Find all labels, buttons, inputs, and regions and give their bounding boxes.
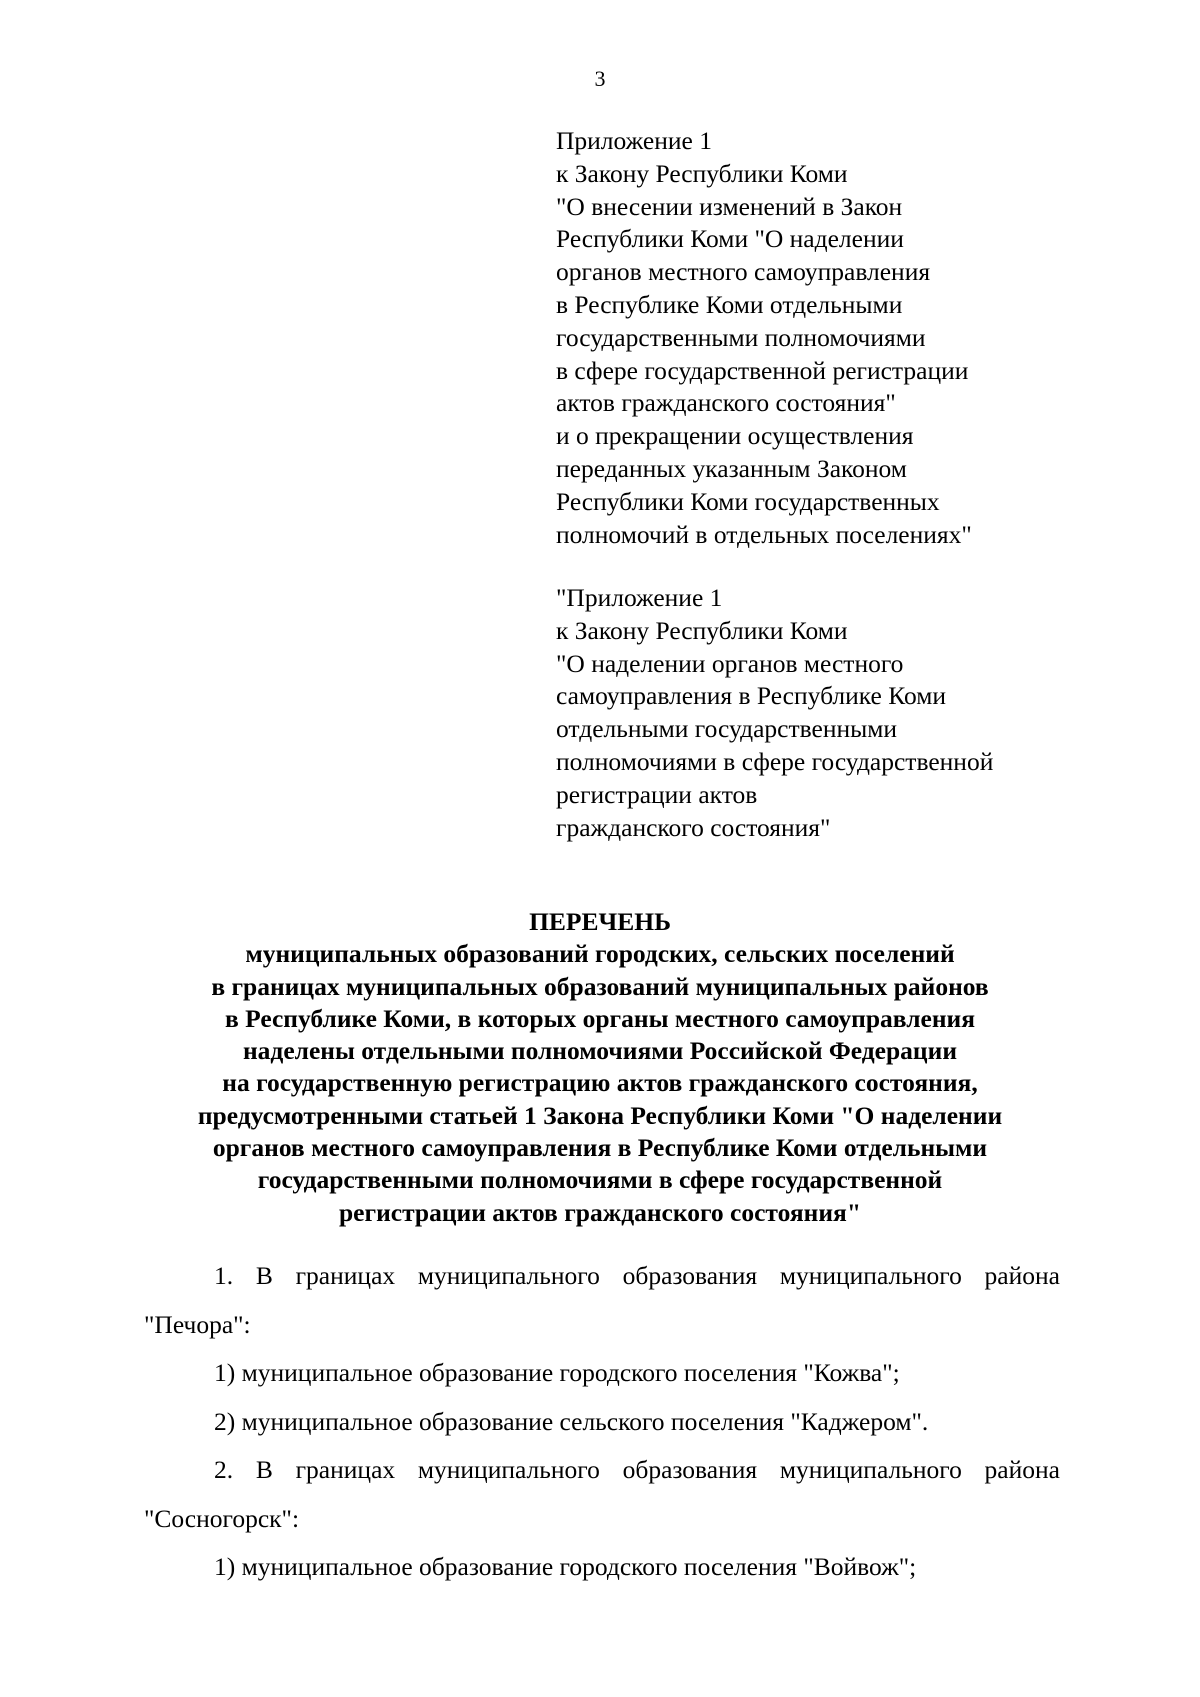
- appendix-header-line: к Закону Республики Коми: [556, 158, 848, 188]
- title-line: в Республике Коми, в которых органы местного самоуправления: [224, 1003, 976, 1033]
- title-line: предусмотренными статьей 1 Закона Республики Коми "О наделении: [197, 1100, 1003, 1130]
- appendix-header-line: "О внесении изменений в Закон: [556, 191, 903, 221]
- appendix-header-line: Республики Коми "О наделении: [556, 224, 904, 254]
- appendix-header-line: переданных указанным Законом: [556, 453, 907, 483]
- title-line: наделены отдельными полномочиями Российской Федерации: [242, 1036, 958, 1066]
- appendix-header-line: и о прекращении осуществления: [556, 421, 914, 451]
- list-item-intro: 2. В границах муниципального образования муниципального района: [214, 1455, 1060, 1484]
- original-appendix-header: [556, 582, 1116, 844]
- list-item-intro-continuation: "Печора":: [144, 1309, 251, 1339]
- appendix-header-line: государственными полномочиями: [556, 322, 926, 352]
- list-subitem: 2) муниципальное образование сельского поселения "Каджером".: [214, 1406, 929, 1436]
- document-title: [100, 906, 1100, 1229]
- original-appendix-line: самоуправления в Республике Коми: [556, 681, 947, 711]
- appendix-header-line: полномочий в отдельных поселениях": [556, 519, 972, 549]
- list-item-intro: 1. В границах муниципального образования муниципального района: [214, 1261, 1060, 1290]
- title-line: на государственную регистрацию актов гражданского состояния,: [222, 1068, 978, 1098]
- original-appendix-line: регистрации актов: [556, 779, 758, 809]
- list-item-intro-continuation: "Сосногорск":: [144, 1503, 300, 1533]
- original-appendix-line: отдельными государственными: [556, 714, 898, 744]
- title-line: регистрации актов гражданского состояния": [338, 1197, 861, 1227]
- list-subitem: 1) муниципальное образование городского поселения "Кожва";: [214, 1358, 900, 1387]
- list-subitem: 1) муниципальное образование городского поселения "Войвож";: [214, 1552, 917, 1581]
- municipality-list: [144, 1260, 1060, 1600]
- page-number: 3: [594, 66, 606, 91]
- title-line: муниципальных образований городских, сельских поселений: [245, 939, 955, 969]
- appendix-header-line: в Республике Коми отдельными: [556, 289, 903, 319]
- appendix-header-line: органов местного самоуправления: [556, 257, 931, 287]
- title-line: органов местного самоуправления в Республике Коми отдельными: [212, 1133, 988, 1163]
- appendix-header-line: актов гражданского состояния": [556, 388, 896, 418]
- original-appendix-line: гражданского состояния": [556, 812, 831, 842]
- original-appendix-line: "Приложение 1: [556, 583, 723, 612]
- appendix-header-line: Приложение 1: [556, 126, 712, 155]
- title-line: в границах муниципальных образований муниципальных районов: [211, 971, 989, 1001]
- appendix-header-line: Республики Коми государственных: [556, 486, 940, 516]
- original-appendix-line: к Закону Республики Коми: [556, 615, 848, 645]
- title-heading: ПЕРЕЧЕНЬ: [529, 907, 671, 936]
- original-appendix-line: "О наделении органов местного: [556, 648, 904, 678]
- appendix-header-line: в сфере государственной регистрации: [556, 355, 969, 385]
- original-appendix-line: полномочиями в сфере государственной: [556, 746, 994, 776]
- title-line: государственными полномочиями в сфере государственной: [257, 1165, 943, 1195]
- appendix-header: [556, 125, 1116, 551]
